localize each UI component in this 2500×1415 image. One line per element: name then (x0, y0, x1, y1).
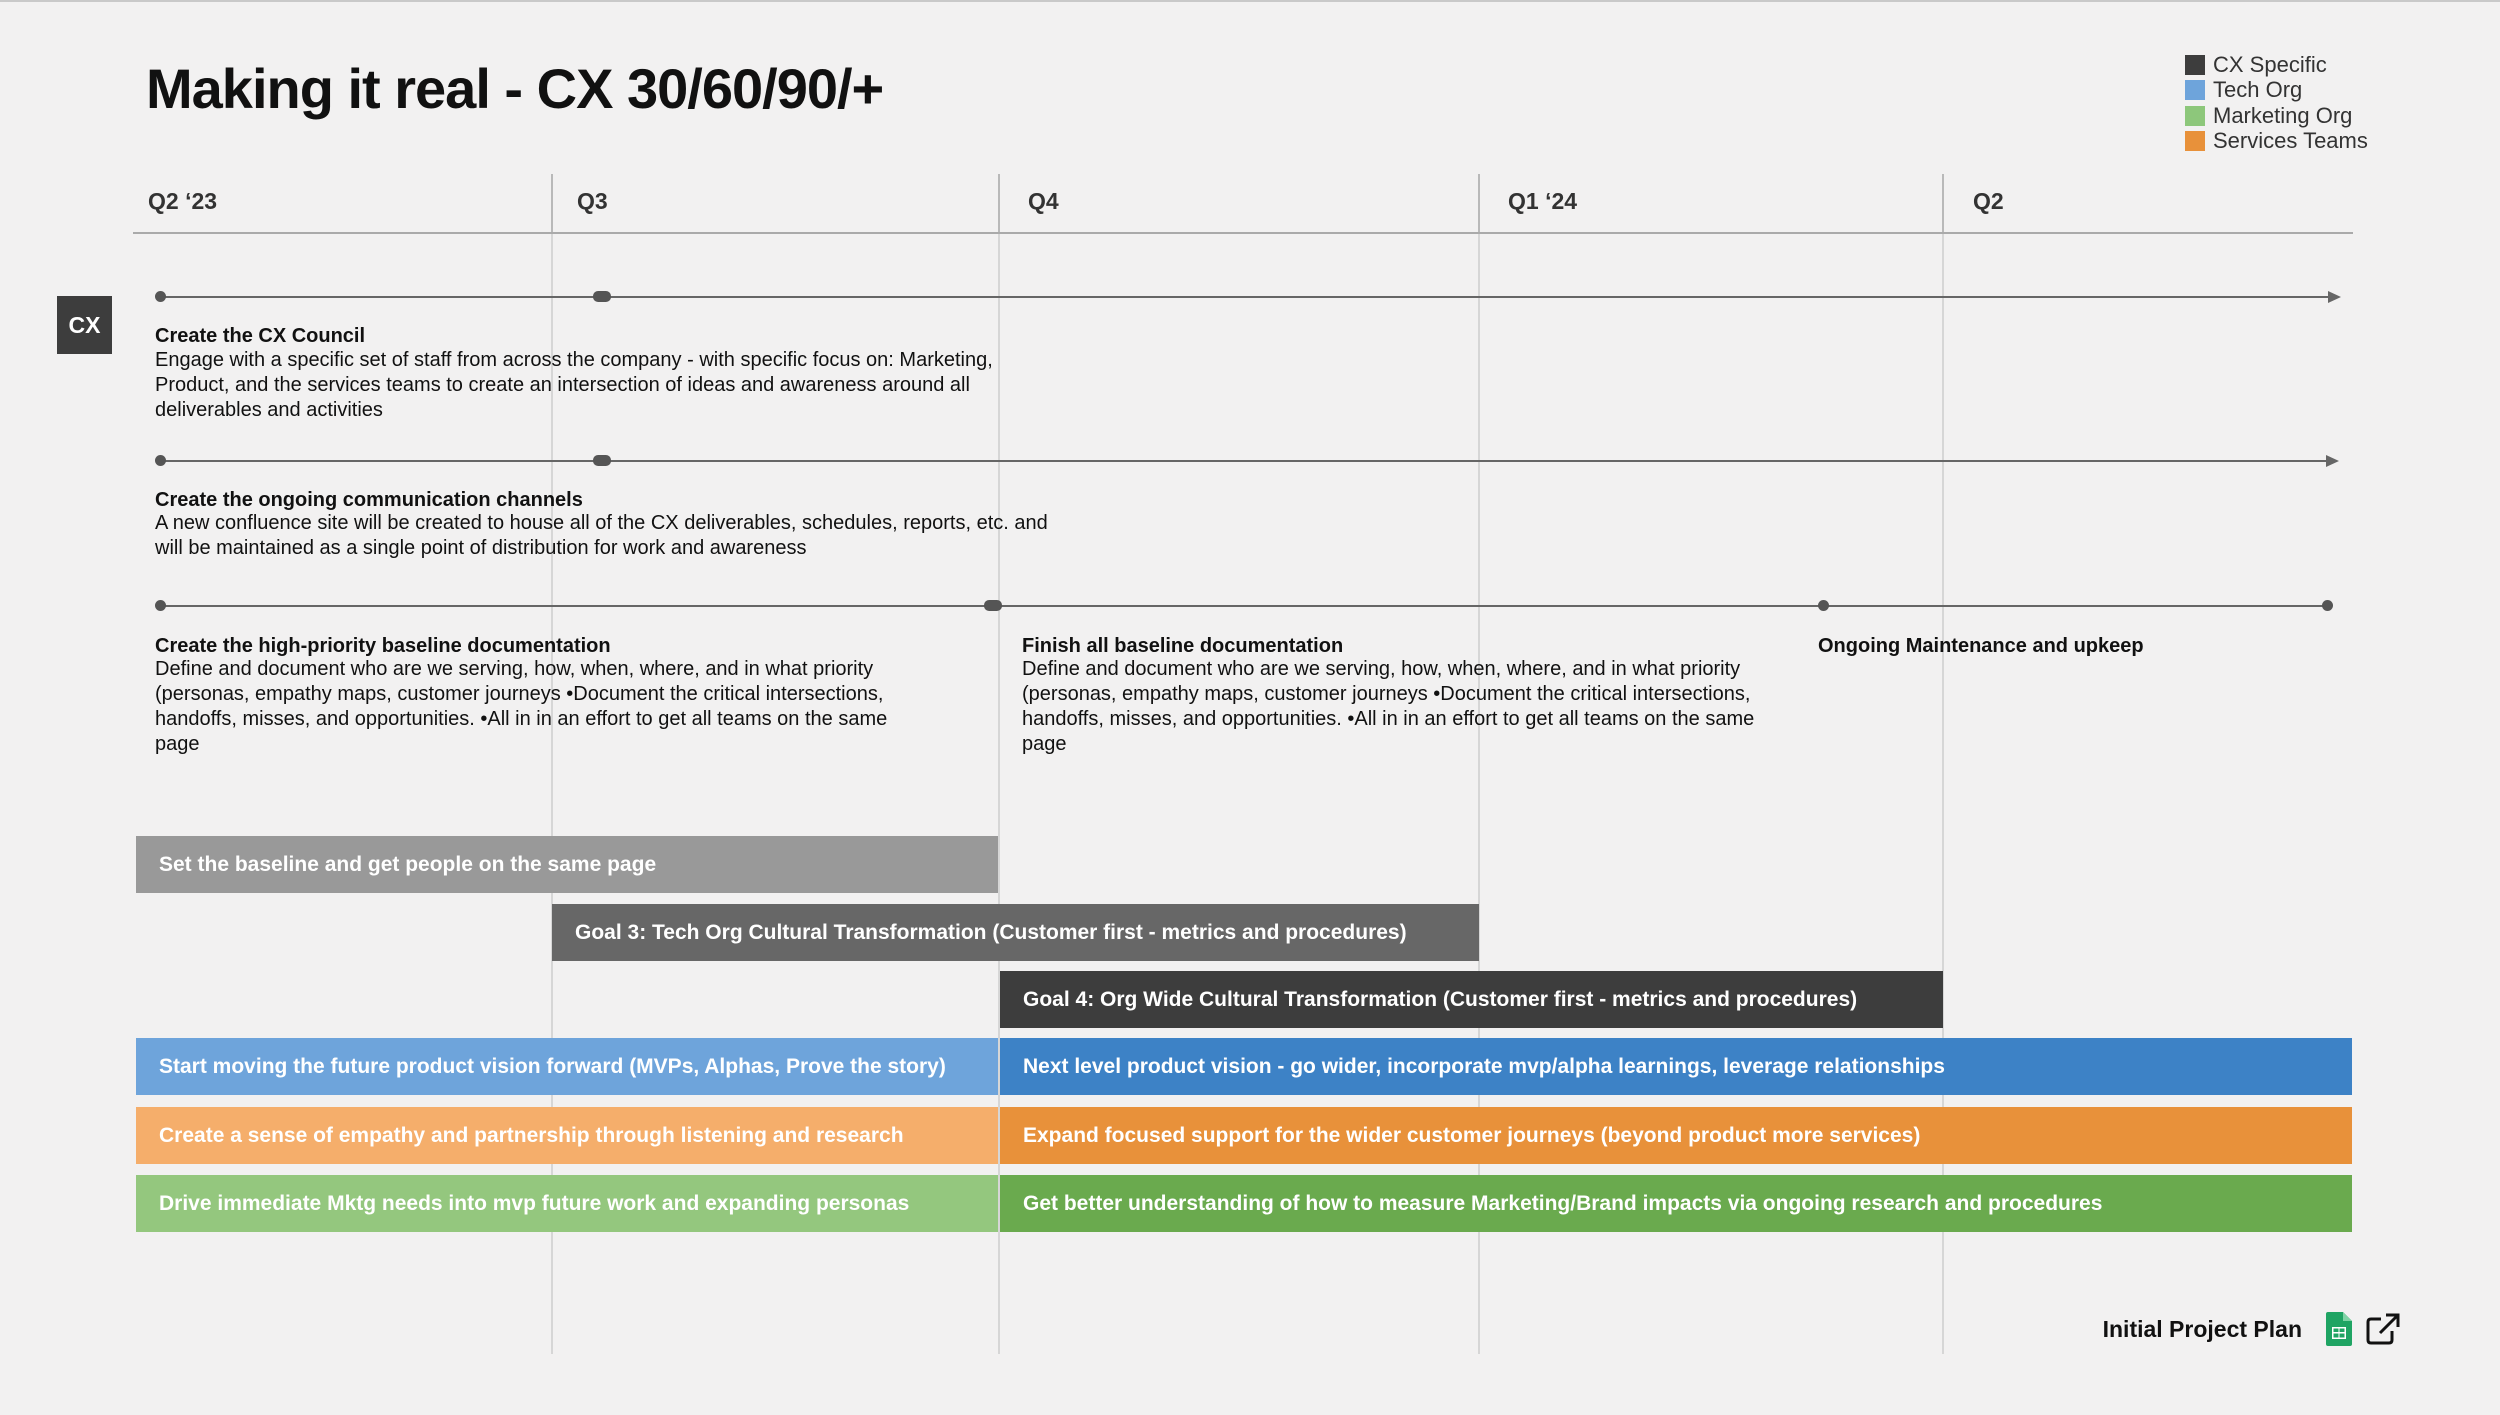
bar-goal-4[interactable]: Goal 4: Org Wide Cultural Transformation (Customer first - metrics and procedures) (1000, 971, 1943, 1028)
milestone-desc-council: Engage with a specific set of staff from across the company - with specific focus on: Marketing, Product, and the services teams to create an intersection of ideas and awareness around all deliverables and activities (155, 349, 993, 421)
legend-label-tech: Tech Org (2213, 77, 2303, 103)
quarter-divider-head (551, 174, 553, 234)
bar-marketing-phase-2[interactable]: Get better understanding of how to measure Marketing/Brand impacts via ongoing research and procedures (1000, 1175, 2352, 1232)
milestone-handle (593, 455, 611, 466)
quarter-q1-24: Q1 ‘24 (1508, 188, 1578, 214)
milestone-title-council: Create the CX Council (155, 325, 366, 347)
milestone-title-channels: Create the ongoing communication channels (155, 489, 583, 511)
legend-item-marketing (2185, 103, 2368, 129)
legend-label-marketing: Marketing Org (2213, 102, 2353, 128)
legend-item-services (2185, 129, 2368, 155)
milestone-start-dot (155, 455, 166, 466)
milestone-start-dot (155, 291, 166, 302)
legend-swatch-services (2185, 131, 2205, 151)
bar-services-phase-1[interactable]: Create a sense of empathy and partnership through listening and research (136, 1107, 998, 1164)
bar-tech-phase-1[interactable]: Start moving the future product vision forward (MVPs, Alphas, Prove the story) (136, 1038, 998, 1095)
footer-label[interactable]: Initial Project Plan (2102, 1315, 2302, 1342)
legend (2185, 52, 2368, 154)
quarter-q2-23: Q2 ‘23 (148, 188, 218, 214)
milestone-desc-finish: Define and document who are we serving, how, when, where, and in what priority (personas, empathy maps, customer journeys •Document the critical intersections, handoffs, misses, and opportunities. •All in in an effort to get all teams on the same page (1022, 658, 1755, 755)
bar-marketing-phase-1[interactable]: Drive immediate Mktg needs into mvp future work and expanding personas (136, 1175, 998, 1232)
bar-tech-phase-2[interactable]: Next level product vision - go wider, incorporate mvp/alpha learnings, leverage relationships (1000, 1038, 2352, 1095)
legend-item-cx (2185, 52, 2368, 78)
quarter-q3: Q3 (577, 188, 608, 214)
footer-project-plan[interactable] (2103, 1312, 2400, 1346)
header-rule (133, 232, 2353, 234)
legend-item-tech (2185, 78, 2368, 104)
milestone-title-finish: Finish all baseline documentation (1022, 635, 1344, 657)
spreadsheet-icon[interactable] (2326, 1312, 2352, 1346)
timeline-track (160, 605, 2330, 607)
quarter-q2-24: Q2 (1973, 188, 2004, 214)
quarter-divider-head (1942, 174, 1944, 234)
page-title: Making it real - CX 30/60/90/+ (146, 57, 884, 120)
lane-label-cx: CX (57, 296, 112, 354)
quarter-q4: Q4 (1028, 188, 1059, 214)
milestone-dot (1818, 600, 1829, 611)
quarter-divider-head (998, 174, 1000, 234)
milestone-title-baseline: Create the high-priority baseline documentation (155, 635, 611, 657)
arrow-right-icon (2328, 291, 2341, 303)
legend-swatch-tech (2185, 80, 2205, 100)
milestone-handle (593, 291, 611, 302)
bar-baseline[interactable]: Set the baseline and get people on the same page (136, 836, 998, 893)
bar-services-phase-2[interactable]: Expand focused support for the wider customer journeys (beyond product more services) (1000, 1107, 2352, 1164)
milestone-start-dot (155, 600, 166, 611)
legend-label-services: Services Teams (2213, 128, 2368, 154)
bar-goal-3[interactable]: Goal 3: Tech Org Cultural Transformation (Customer first - metrics and procedures) (552, 904, 1479, 961)
legend-swatch-cx (2185, 55, 2205, 75)
top-border (0, 0, 2500, 2)
timeline-track (160, 460, 2328, 462)
quarter-divider-head (1478, 174, 1480, 234)
milestone-desc-baseline: Define and document who are we serving, how, when, where, and in what priority (personas, empathy maps, customer journeys •Document the critical intersections, handoffs, misses, and opportunities. •All in in an effort to get all teams on the same page (155, 658, 888, 755)
legend-label-cx: CX Specific (2213, 51, 2327, 77)
external-link-icon[interactable] (2366, 1313, 2400, 1345)
milestone-title-maintenance: Ongoing Maintenance and upkeep (1818, 635, 2144, 657)
timeline-track (160, 296, 2330, 298)
milestone-handle (984, 600, 1002, 611)
milestone-desc-channels: A new confluence site will be created to house all of the CX deliverables, schedules, reports, etc. and will be maintained as a single point of distribution for work and awareness (155, 512, 1048, 559)
legend-swatch-marketing (2185, 106, 2205, 126)
milestone-end-dot (2322, 600, 2333, 611)
arrow-right-icon (2326, 455, 2339, 467)
